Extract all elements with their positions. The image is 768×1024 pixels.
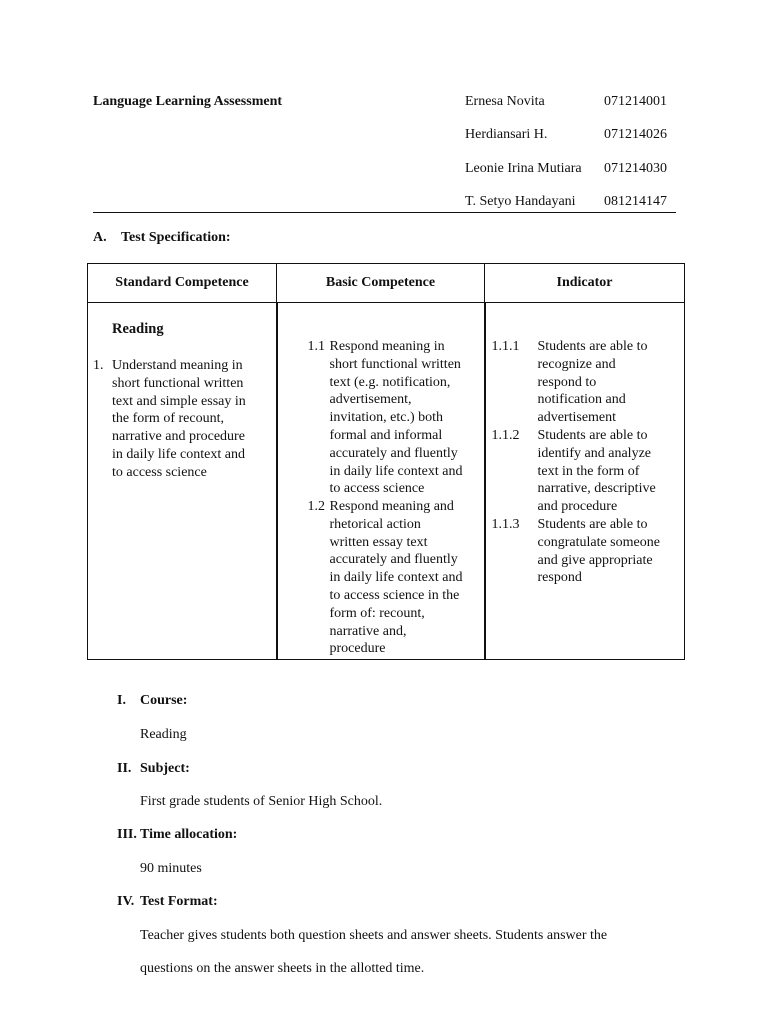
- member-id: 071214001: [604, 94, 667, 109]
- text-line: respond: [537, 570, 582, 586]
- text-line: in daily life context and: [329, 463, 463, 479]
- header-standard-competence: Standard Competence: [88, 264, 277, 303]
- text-line: accurately and fluently: [329, 445, 458, 461]
- text-line: Respond meaning in: [329, 339, 445, 354]
- text-line: respond to: [537, 374, 597, 390]
- text-line: short functional written: [329, 356, 461, 372]
- test-specification-table: [87, 263, 685, 660]
- text-line: narrative, descriptive: [537, 481, 656, 497]
- header-divider: [93, 212, 676, 213]
- text-line: text and simple essay in: [112, 393, 246, 409]
- text-line: accurately and fluently: [329, 552, 458, 568]
- item-number: 1.1.2: [491, 428, 520, 443]
- header-indicator: Indicator: [485, 264, 685, 303]
- section-a-heading: Test Specification:: [121, 230, 231, 245]
- text-line: and give appropriate: [537, 552, 653, 568]
- text-line: rhetorical action: [329, 516, 421, 532]
- basic-competence-cell: [277, 303, 485, 660]
- member-name: T. Setyo Handayani: [465, 194, 576, 209]
- section-numeral: IV.: [117, 894, 135, 909]
- text-line: advertisement,: [329, 392, 412, 408]
- text-line: the form of recount,: [112, 411, 224, 427]
- member-id: 071214030: [604, 161, 667, 176]
- text-line: in daily life context and: [329, 570, 463, 586]
- text-line: and procedure: [537, 499, 618, 515]
- text-line: to access science in the: [329, 587, 460, 603]
- section-course-text: Reading: [140, 727, 187, 742]
- text-line: narrative and procedure: [112, 429, 245, 445]
- standard-competence-cell: [88, 303, 277, 660]
- member-id: 081214147: [604, 194, 667, 209]
- section-a-letter: A.: [93, 230, 107, 245]
- skill-label: Reading: [112, 321, 164, 337]
- member-name: Leonie Irina Mutiara: [465, 161, 582, 176]
- section-subject-text: First grade students of Senior High School.: [140, 794, 383, 809]
- member-id: 071214026: [604, 127, 667, 142]
- section-label: Course:: [140, 693, 188, 708]
- header-basic-competence: Basic Competence: [277, 264, 485, 303]
- text-line: recognize and: [537, 356, 616, 372]
- text-line: Students are able to: [537, 517, 648, 532]
- text-line: written essay text: [329, 534, 428, 550]
- section-numeral: III.: [117, 827, 137, 842]
- member-name: Ernesa Novita: [465, 94, 545, 109]
- section-time-text: 90 minutes: [140, 861, 202, 876]
- text-line: formal and informal: [329, 427, 443, 443]
- indicator-cell: [485, 303, 685, 660]
- section-label: Test Format:: [140, 894, 218, 909]
- section-numeral: I.: [117, 693, 126, 708]
- text-line: Respond meaning and: [329, 499, 454, 514]
- text-line: text (e.g. notification,: [329, 374, 451, 390]
- text-line: Understand meaning in: [112, 358, 243, 373]
- text-line: notification and: [537, 392, 626, 408]
- document-title: Language Learning Assessment: [93, 94, 283, 109]
- member-name: Herdiansari H.: [465, 127, 548, 142]
- text-line: short functional written: [112, 375, 244, 391]
- section-label: Subject:: [140, 761, 190, 776]
- section-label: Time allocation:: [140, 827, 238, 842]
- item-number: 1.1.1: [491, 339, 520, 354]
- text-line: Students are able to: [537, 428, 648, 443]
- text-line: form of: recount,: [329, 605, 425, 621]
- section-numeral: II.: [117, 761, 132, 776]
- section-format-text-line: Teacher gives students both question sheets and answer sheets. Students answer the: [140, 928, 608, 943]
- text-line: procedure: [329, 641, 386, 657]
- item-number: 1.2: [307, 499, 325, 514]
- text-line: invitation, etc.) both: [329, 410, 444, 426]
- text-line: in daily life context and: [112, 446, 245, 462]
- text-line: Students are able to: [537, 339, 648, 354]
- text-line: identify and analyze: [537, 445, 652, 461]
- item-number: 1.1.3: [491, 517, 520, 532]
- text-line: narrative and,: [329, 623, 407, 639]
- section-format-text-line: questions on the answer sheets in the allotted time.: [140, 961, 425, 976]
- text-line: to access science: [329, 481, 425, 497]
- text-line: text in the form of: [537, 463, 640, 479]
- text-line: congratulate someone: [537, 534, 660, 550]
- text-line: advertisement: [537, 410, 617, 426]
- item-number: 1.1: [307, 339, 325, 354]
- item-number: 1.: [93, 358, 104, 373]
- text-line: to access science: [112, 464, 207, 480]
